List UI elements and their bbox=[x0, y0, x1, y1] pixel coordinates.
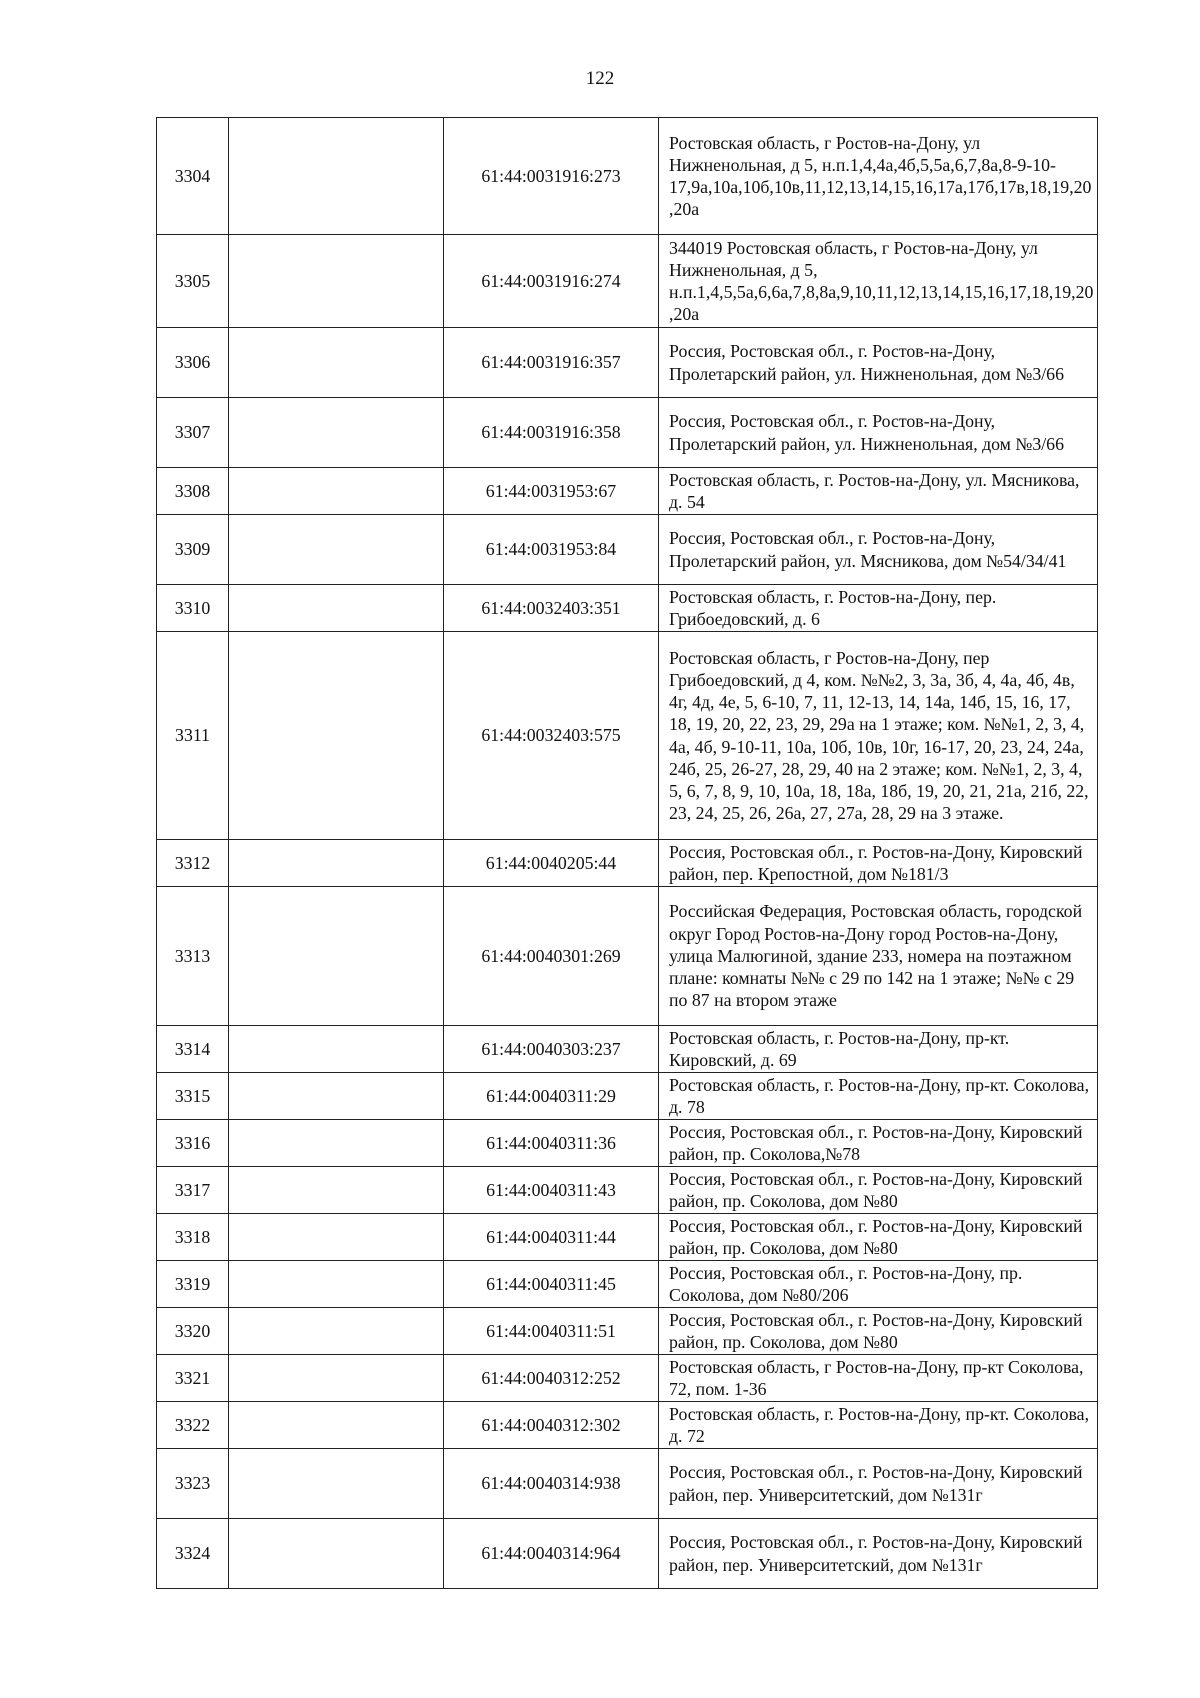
cadastral-number: 61:44:0040311:43 bbox=[444, 1167, 659, 1214]
cadastral-number: 61:44:0040312:302 bbox=[444, 1402, 659, 1449]
cadastral-number: 61:44:0040311:44 bbox=[444, 1214, 659, 1261]
address-cell: Россия, Ростовская обл., г. Ростов-на-Дону, Кировский район, пр. Соколова, дом №80 bbox=[659, 1308, 1098, 1355]
empty-cell bbox=[229, 515, 444, 585]
cadastral-number: 61:44:0040314:938 bbox=[444, 1449, 659, 1519]
table-row bbox=[157, 515, 1098, 585]
property-registry-table bbox=[156, 117, 1098, 1589]
address-cell: Россия, Ростовская обл., г. Ростов-на-Дону, Кировский район, пер. Крепостной, дом №181/3 bbox=[659, 840, 1098, 887]
cadastral-number: 61:44:0031916:357 bbox=[444, 328, 659, 398]
row-number: 3307 bbox=[157, 398, 229, 468]
address-cell: Ростовская область, г Ростов-на-Дону, ул Нижненольная, д 5, н.п.1,4,4а,4б,5,5а,6,7,8а,8-9-10-17,9а,10а,10б,10в,11,12,13,14,15,16,17а,17б,17в,18,19,20,20а bbox=[659, 118, 1098, 235]
table-row bbox=[157, 585, 1098, 632]
cadastral-number: 61:44:0040312:252 bbox=[444, 1355, 659, 1402]
empty-cell bbox=[229, 840, 444, 887]
address-cell: Россия, Ростовская обл., г. Ростов-на-Дону, Пролетарский район, ул. Мясникова, дом №54/34/41 bbox=[659, 515, 1098, 585]
row-number: 3306 bbox=[157, 328, 229, 398]
empty-cell bbox=[229, 1402, 444, 1449]
cadastral-number: 61:44:0040205:44 bbox=[444, 840, 659, 887]
cadastral-number: 61:44:0032403:351 bbox=[444, 585, 659, 632]
cadastral-number: 61:44:0040303:237 bbox=[444, 1026, 659, 1073]
row-number: 3305 bbox=[157, 235, 229, 328]
empty-cell bbox=[229, 632, 444, 840]
cadastral-number: 61:44:0040311:45 bbox=[444, 1261, 659, 1308]
row-number: 3317 bbox=[157, 1167, 229, 1214]
row-number: 3324 bbox=[157, 1519, 229, 1589]
table-row bbox=[157, 235, 1098, 328]
table-row bbox=[157, 1120, 1098, 1167]
empty-cell bbox=[229, 1026, 444, 1073]
address-cell: Россия, Ростовская обл., г. Ростов-на-Дону, Кировский район, пр. Соколова, дом №80 bbox=[659, 1214, 1098, 1261]
empty-cell bbox=[229, 1073, 444, 1120]
row-number: 3315 bbox=[157, 1073, 229, 1120]
cadastral-number: 61:44:0040311:36 bbox=[444, 1120, 659, 1167]
table-row bbox=[157, 1261, 1098, 1308]
address-cell: Ростовская область, г. Ростов-на-Дону, пр-кт. Кировский, д. 69 bbox=[659, 1026, 1098, 1073]
table-body bbox=[157, 118, 1098, 1589]
empty-cell bbox=[229, 398, 444, 468]
row-number: 3318 bbox=[157, 1214, 229, 1261]
page-number: 122 bbox=[585, 68, 615, 89]
empty-cell bbox=[229, 468, 444, 515]
row-number: 3304 bbox=[157, 118, 229, 235]
empty-cell bbox=[229, 1167, 444, 1214]
address-cell: Ростовская область, г. Ростов-на-Дону, пр-кт. Соколова, д. 72 bbox=[659, 1402, 1098, 1449]
address-cell: Ростовская область, г. Ростов-на-Дону, пр-кт. Соколова, д. 78 bbox=[659, 1073, 1098, 1120]
cadastral-number: 61:44:0031953:67 bbox=[444, 468, 659, 515]
address-cell: Россия, Ростовская обл., г. Ростов-на-Дону, Кировский район, пер. Университетский, дом №131г bbox=[659, 1519, 1098, 1589]
table-row bbox=[157, 1308, 1098, 1355]
row-number: 3314 bbox=[157, 1026, 229, 1073]
cadastral-number: 61:44:0040311:51 bbox=[444, 1308, 659, 1355]
address-cell: Россия, Ростовская обл., г. Ростов-на-Дону, Кировский район, пер. Университетский, дом №131г bbox=[659, 1449, 1098, 1519]
empty-cell bbox=[229, 1214, 444, 1261]
empty-cell bbox=[229, 1449, 444, 1519]
cadastral-number: 61:44:0040314:964 bbox=[444, 1519, 659, 1589]
address-cell: Россия, Ростовская обл., г. Ростов-на-Дону, Кировский район, пр. Соколова,№78 bbox=[659, 1120, 1098, 1167]
address-cell: Российская Федерация, Ростовская область, городской округ Город Ростов-на-Дону город Ростов-на-Дону, улица Малюгиной, здание 233, номера на поэтажном плане: комнаты №№ с 29 по 142 на 1 этаже; №№ с 29 по 87 на втором этаже bbox=[659, 887, 1098, 1026]
empty-cell bbox=[229, 1355, 444, 1402]
table-row bbox=[157, 118, 1098, 235]
row-number: 3322 bbox=[157, 1402, 229, 1449]
row-number: 3312 bbox=[157, 840, 229, 887]
row-number: 3320 bbox=[157, 1308, 229, 1355]
table-row bbox=[157, 1073, 1098, 1120]
row-number: 3311 bbox=[157, 632, 229, 840]
row-number: 3323 bbox=[157, 1449, 229, 1519]
table-row bbox=[157, 1167, 1098, 1214]
table-row bbox=[157, 328, 1098, 398]
address-cell: Россия, Ростовская обл., г. Ростов-на-Дону, Пролетарский район, ул. Нижненольная, дом №3/66 bbox=[659, 398, 1098, 468]
empty-cell bbox=[229, 328, 444, 398]
row-number: 3308 bbox=[157, 468, 229, 515]
cadastral-number: 61:44:0031916:274 bbox=[444, 235, 659, 328]
table-row bbox=[157, 1355, 1098, 1402]
table-row bbox=[157, 632, 1098, 840]
row-number: 3319 bbox=[157, 1261, 229, 1308]
empty-cell bbox=[229, 1120, 444, 1167]
cadastral-number: 61:44:0040301:269 bbox=[444, 887, 659, 1026]
row-number: 3321 bbox=[157, 1355, 229, 1402]
address-cell: 344019 Ростовская область, г Ростов-на-Дону, ул Нижненольная, д 5, н.п.1,4,5,5а,6,6а,7,8,8а,9,10,11,12,13,14,15,16,17,18,19,20,20а bbox=[659, 235, 1098, 328]
table-row bbox=[157, 1214, 1098, 1261]
empty-cell bbox=[229, 118, 444, 235]
cadastral-number: 61:44:0031916:273 bbox=[444, 118, 659, 235]
address-cell: Ростовская область, г. Ростов-на-Дону, ул. Мясникова, д. 54 bbox=[659, 468, 1098, 515]
row-number: 3310 bbox=[157, 585, 229, 632]
address-cell: Ростовская область, г Ростов-на-Дону, пр-кт Соколова, 72, пом. 1-36 bbox=[659, 1355, 1098, 1402]
table-row bbox=[157, 468, 1098, 515]
row-number: 3313 bbox=[157, 887, 229, 1026]
empty-cell bbox=[229, 1308, 444, 1355]
empty-cell bbox=[229, 887, 444, 1026]
row-number: 3309 bbox=[157, 515, 229, 585]
empty-cell bbox=[229, 1261, 444, 1308]
table-row bbox=[157, 840, 1098, 887]
empty-cell bbox=[229, 1519, 444, 1589]
address-cell: Россия, Ростовская обл., г. Ростов-на-Дону, Кировский район, пр. Соколова, дом №80 bbox=[659, 1167, 1098, 1214]
address-cell: Ростовская область, г. Ростов-на-Дону, пер. Грибоедовский, д. 6 bbox=[659, 585, 1098, 632]
address-cell: Россия, Ростовская обл., г. Ростов-на-Дону, Пролетарский район, ул. Нижненольная, дом №3/66 bbox=[659, 328, 1098, 398]
row-number: 3316 bbox=[157, 1120, 229, 1167]
address-cell: Ростовская область, г Ростов-на-Дону, пер Грибоедовский, д 4, ком. №№2, 3, 3а, 3б, 4, 4а, 4б, 4в, 4г, 4д, 4е, 5, 6-10, 7, 11, 12-13, 14, 14а, 14б, 15, 16, 17, 18, 19, 20, 22, 23, 29, 29а на 1 этаже; ком. №№1, 2, 3, 4, 4а, 4б, 9-10-11, 10а, 10б, 10в, 10г, 16-17, 20, 23, 24, 24а, 24б, 25, 26-27, 28, 29, 40 на 2 этаже; ком. №№1, 2, 3, 4, 5, 6, 7, 8, 9, 10, 10а, 18, 18а, 18б, 19, 20, 21, 21а, 21б, 22, 23, 24, 25, 26, 26а, 27, 27а, 28, 29 на 3 этаже. bbox=[659, 632, 1098, 840]
table-row bbox=[157, 887, 1098, 1026]
table-row bbox=[157, 1026, 1098, 1073]
table-row bbox=[157, 1402, 1098, 1449]
table-row bbox=[157, 398, 1098, 468]
address-cell: Россия, Ростовская обл., г. Ростов-на-Дону, пр. Соколова, дом №80/206 bbox=[659, 1261, 1098, 1308]
table-row bbox=[157, 1519, 1098, 1589]
empty-cell bbox=[229, 235, 444, 328]
empty-cell bbox=[229, 585, 444, 632]
cadastral-number: 61:44:0031953:84 bbox=[444, 515, 659, 585]
cadastral-number: 61:44:0040311:29 bbox=[444, 1073, 659, 1120]
table-row bbox=[157, 1449, 1098, 1519]
cadastral-number: 61:44:0032403:575 bbox=[444, 632, 659, 840]
cadastral-number: 61:44:0031916:358 bbox=[444, 398, 659, 468]
